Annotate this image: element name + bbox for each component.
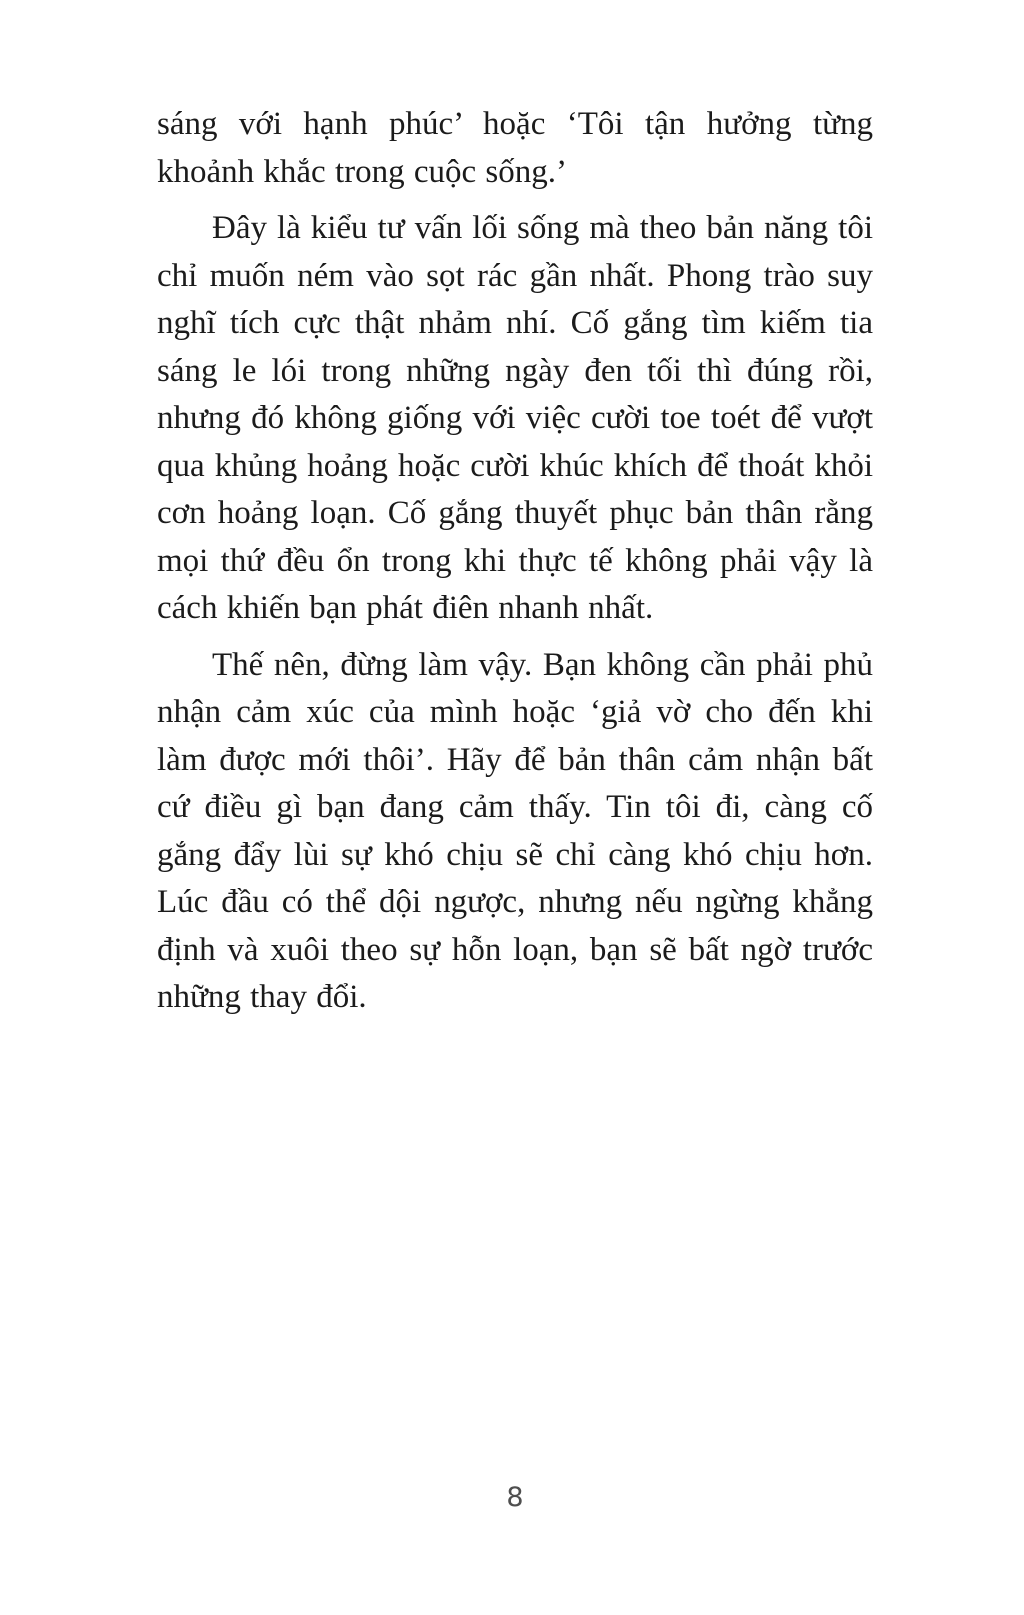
page-number: 8 xyxy=(506,1482,524,1513)
paragraph: Thế nên, đừng làm vậy. Bạn không cần phải phủ nhận cảm xúc của mình hoặc ‘giả vờ cho đến khi làm được mới thôi’. Hãy để bản thân cảm nhận bất cứ điều gì bạn đang cảm thấy. Tin tôi đi, càng cố gắng đẩy lùi sự khó chịu sẽ chỉ càng khó chịu hơn. Lúc đầu có thể dội ngược, nhưng nếu ngừng khẳng định và xuôi theo sự hỗn loạn, bạn sẽ bất ngờ trước những thay đổi. xyxy=(157,646,873,1015)
paragraph: Đây là kiểu tư vấn lối sống mà theo bản năng tôi chỉ muốn ném vào sọt rác gần nhất. Phong trào suy nghĩ tích cực thật nhảm nhí. Cố gắng tìm kiếm tia sáng le lói trong những ngày đen tối thì đúng rồi, nhưng đó không giống với việc cười toe toét để vượt qua khủng hoảng hoặc cười khúc khích để thoát khỏi cơn hoảng loạn. Cố gắng thuyết phục bản thân rằng mọi thứ đều ổn trong khi thực tế không phải vậy là cách khiến bạn phát điên nhanh nhất. xyxy=(157,210,873,626)
text-column xyxy=(157,101,873,1031)
paragraph-continuation: sáng với hạnh phúc’ hoặc ‘Tôi tận hưởng từng khoảnh khắc trong cuộc sống.’ xyxy=(157,106,873,190)
